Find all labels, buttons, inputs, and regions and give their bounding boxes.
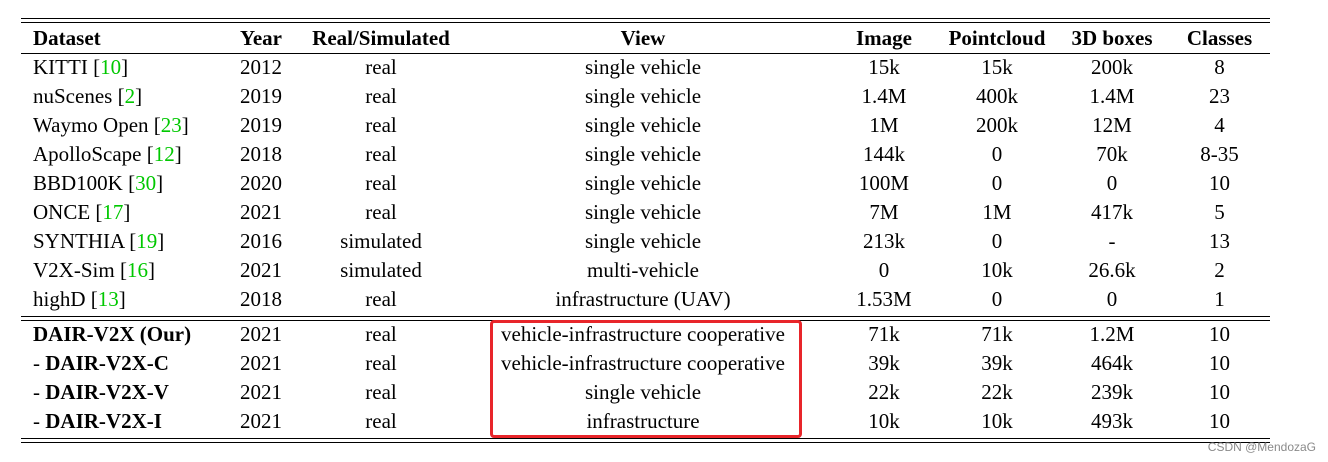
cell-view: infrastructure [586, 409, 700, 433]
cell-pointcloud: 0 [991, 142, 1003, 166]
ref-bracket-close: ] [156, 171, 164, 195]
cell-year: 2021 [240, 351, 282, 375]
ref-bracket-close: ] [118, 287, 126, 311]
dataset-label: ONCE [33, 200, 96, 224]
table-row [21, 53, 1270, 82]
table-row [21, 82, 1270, 111]
dataset-label: KITTI [33, 55, 94, 79]
header-image: Image [856, 26, 912, 50]
cell-type: real [365, 409, 397, 433]
header-dataset: Dataset [33, 26, 101, 50]
dataset-name [21, 82, 217, 111]
cell-pointcloud: 10k [981, 409, 1013, 433]
cell-classes: 10 [1209, 322, 1230, 346]
cell-type: simulated [340, 229, 422, 253]
ref-bracket-open: [ [153, 113, 161, 137]
ref-bracket-close: ] [121, 55, 129, 79]
table-row [21, 140, 1270, 169]
cell-classes: 2 [1214, 258, 1225, 282]
cell-boxes: 493k [1091, 409, 1133, 433]
cell-type: real [365, 351, 397, 375]
cell-image: 144k [863, 142, 905, 166]
ref-number: 17 [102, 200, 124, 224]
cell-classes: 23 [1209, 84, 1230, 108]
cell-year: 2021 [240, 200, 282, 224]
dataset-name [21, 169, 217, 198]
ref-bracket-close: ] [174, 142, 182, 166]
cell-year: 2012 [240, 55, 282, 79]
header-3d-boxes: 3D boxes [1071, 26, 1153, 50]
cell-year: 2021 [240, 409, 282, 433]
cell-year: 2021 [240, 258, 282, 282]
cell-boxes: 1.2M [1089, 322, 1135, 346]
dataset-name [21, 256, 217, 285]
ref-number: 12 [153, 142, 175, 166]
ref-bracket-open: [ [95, 200, 103, 224]
cell-classes: 8-35 [1200, 142, 1239, 166]
cell-view: single vehicle [584, 229, 702, 253]
cell-image: 10k [868, 409, 900, 433]
cell-year: 2018 [240, 142, 282, 166]
cell-pointcloud: 0 [991, 287, 1003, 311]
cell-type: real [365, 171, 397, 195]
header-year: Year [240, 26, 282, 50]
cell-boxes: 1.4M [1089, 84, 1135, 108]
cell-classes: 10 [1209, 409, 1230, 433]
cell-image: 1M [869, 113, 899, 137]
ref-bracket-close: ] [135, 84, 143, 108]
cell-view: single vehicle [584, 84, 702, 108]
ref-number: 23 [160, 113, 182, 137]
cell-view: single vehicle [584, 200, 702, 224]
cell-pointcloud: 22k [981, 380, 1013, 404]
cell-type: real [365, 287, 397, 311]
ref-bracket-close: ] [157, 229, 165, 253]
cell-boxes: 0 [1106, 287, 1118, 311]
cell-boxes: 239k [1091, 380, 1133, 404]
cell-pointcloud: 0 [991, 229, 1003, 253]
dataset-label: DAIR-V2X-I [45, 409, 162, 433]
cell-image: 1.53M [856, 287, 912, 311]
cell-classes: 1 [1214, 287, 1225, 311]
table-row [21, 285, 1270, 314]
cell-year: 2018 [240, 287, 282, 311]
top-rule-2 [21, 22, 1270, 23]
ref-bracket-close: ] [123, 200, 131, 224]
cell-view: multi-vehicle [587, 258, 699, 282]
header-classes: Classes [1186, 26, 1253, 50]
cell-boxes: 26.6k [1088, 258, 1136, 282]
cell-view: vehicle-infrastructure cooperative [501, 351, 785, 375]
cell-type: real [365, 55, 397, 79]
cell-view: single vehicle [584, 142, 702, 166]
cell-image: 0 [878, 258, 890, 282]
cell-type: real [365, 113, 397, 137]
cell-classes: 13 [1209, 229, 1230, 253]
cell-boxes: 464k [1091, 351, 1133, 375]
cell-boxes: - [1108, 229, 1116, 253]
cell-classes: 10 [1209, 351, 1230, 375]
cell-boxes: 200k [1091, 55, 1133, 79]
table-row [21, 198, 1270, 227]
dataset-name [21, 198, 217, 227]
dataset-name [21, 111, 217, 140]
ref-number: 2 [124, 84, 136, 108]
dataset-label: highD [33, 287, 91, 311]
cell-boxes: 12M [1092, 113, 1132, 137]
watermark: CSDN @MendozaG [1207, 440, 1316, 454]
ref-bracket-open: [ [90, 287, 98, 311]
table-row [21, 169, 1270, 198]
highlight-box [490, 320, 802, 438]
cell-image: 15k [868, 55, 900, 79]
cell-pointcloud: 71k [981, 322, 1013, 346]
ref-bracket-open: [ [93, 55, 101, 79]
ref-bracket-open: [ [117, 84, 125, 108]
dataset-label: V2X-Sim [33, 258, 120, 282]
dataset-name [21, 285, 217, 314]
dataset-name [21, 407, 217, 436]
ref-bracket-open: [ [119, 258, 127, 282]
cell-classes: 10 [1209, 380, 1230, 404]
ref-bracket-close: ] [147, 258, 155, 282]
cell-view: vehicle-infrastructure cooperative [501, 322, 785, 346]
cell-image: 7M [869, 200, 899, 224]
cell-image: 71k [868, 322, 900, 346]
cell-pointcloud: 400k [976, 84, 1018, 108]
cell-classes: 4 [1214, 113, 1225, 137]
dataset-prefix: - [33, 380, 46, 404]
dataset-label: BBD100K [33, 171, 129, 195]
cell-view: single vehicle [584, 113, 702, 137]
cell-view: single vehicle [584, 55, 702, 79]
cell-classes: 8 [1214, 55, 1225, 79]
dataset-label: SYNTHIA [33, 229, 130, 253]
dataset-prefix: - [33, 409, 46, 433]
header-view: View [620, 26, 666, 50]
bottom-rule-2 [21, 442, 1270, 443]
cell-year: 2021 [240, 322, 282, 346]
cell-pointcloud: 200k [976, 113, 1018, 137]
cell-year: 2019 [240, 113, 282, 137]
header-real-simulated: Real/Simulated [312, 26, 450, 50]
dataset-label: DAIR-V2X (Our) [33, 322, 192, 346]
cell-pointcloud: 15k [981, 55, 1013, 79]
dataset-name [21, 53, 217, 82]
cell-image: 213k [863, 229, 905, 253]
dataset-name [21, 227, 217, 256]
cell-classes: 5 [1214, 200, 1225, 224]
ref-bracket-close: ] [181, 113, 189, 137]
cell-type: real [365, 380, 397, 404]
cell-pointcloud: 1M [982, 200, 1012, 224]
header-pointcloud: Pointcloud [948, 26, 1046, 50]
cell-boxes: 417k [1091, 200, 1133, 224]
ref-number: 16 [126, 258, 148, 282]
cell-pointcloud: 10k [981, 258, 1013, 282]
cell-view: single vehicle [584, 380, 702, 404]
dataset-name [21, 378, 217, 407]
dataset-label: nuScenes [33, 84, 118, 108]
ref-number: 10 [100, 55, 122, 79]
cell-type: real [365, 322, 397, 346]
cell-image: 39k [868, 351, 900, 375]
ref-bracket-open: [ [129, 229, 137, 253]
cell-type: simulated [340, 258, 422, 282]
cell-type: real [365, 142, 397, 166]
ref-bracket-open: [ [128, 171, 136, 195]
cell-year: 2019 [240, 84, 282, 108]
table-row [21, 227, 1270, 256]
cell-pointcloud: 0 [991, 171, 1003, 195]
top-rule-1 [21, 18, 1270, 19]
dataset-name [21, 140, 217, 169]
cell-pointcloud: 39k [981, 351, 1013, 375]
cell-year: 2020 [240, 171, 282, 195]
dataset-name [21, 320, 217, 349]
cell-boxes: 0 [1106, 171, 1118, 195]
dataset-label: Waymo Open [33, 113, 154, 137]
dataset-prefix: - [33, 351, 46, 375]
cell-type: real [365, 200, 397, 224]
ref-number: 13 [97, 287, 119, 311]
cell-year: 2021 [240, 380, 282, 404]
bottom-rule-1 [21, 438, 1270, 439]
dataset-label: DAIR-V2X-C [45, 351, 169, 375]
dataset-label: ApolloScape [33, 142, 147, 166]
cell-image: 100M [858, 171, 910, 195]
cell-image: 1.4M [861, 84, 907, 108]
dataset-name [21, 349, 217, 378]
table-header-row [21, 24, 1270, 53]
cell-boxes: 70k [1096, 142, 1128, 166]
dataset-label: DAIR-V2X-V [45, 380, 169, 404]
cell-view: infrastructure (UAV) [555, 287, 731, 311]
cell-image: 22k [868, 380, 900, 404]
cell-year: 2016 [240, 229, 282, 253]
cell-classes: 10 [1209, 171, 1230, 195]
ref-bracket-open: [ [146, 142, 154, 166]
cell-type: real [365, 84, 397, 108]
table-row [21, 111, 1270, 140]
cell-view: single vehicle [584, 171, 702, 195]
ref-number: 19 [136, 229, 158, 253]
ref-number: 30 [135, 171, 157, 195]
table-row [21, 256, 1270, 285]
